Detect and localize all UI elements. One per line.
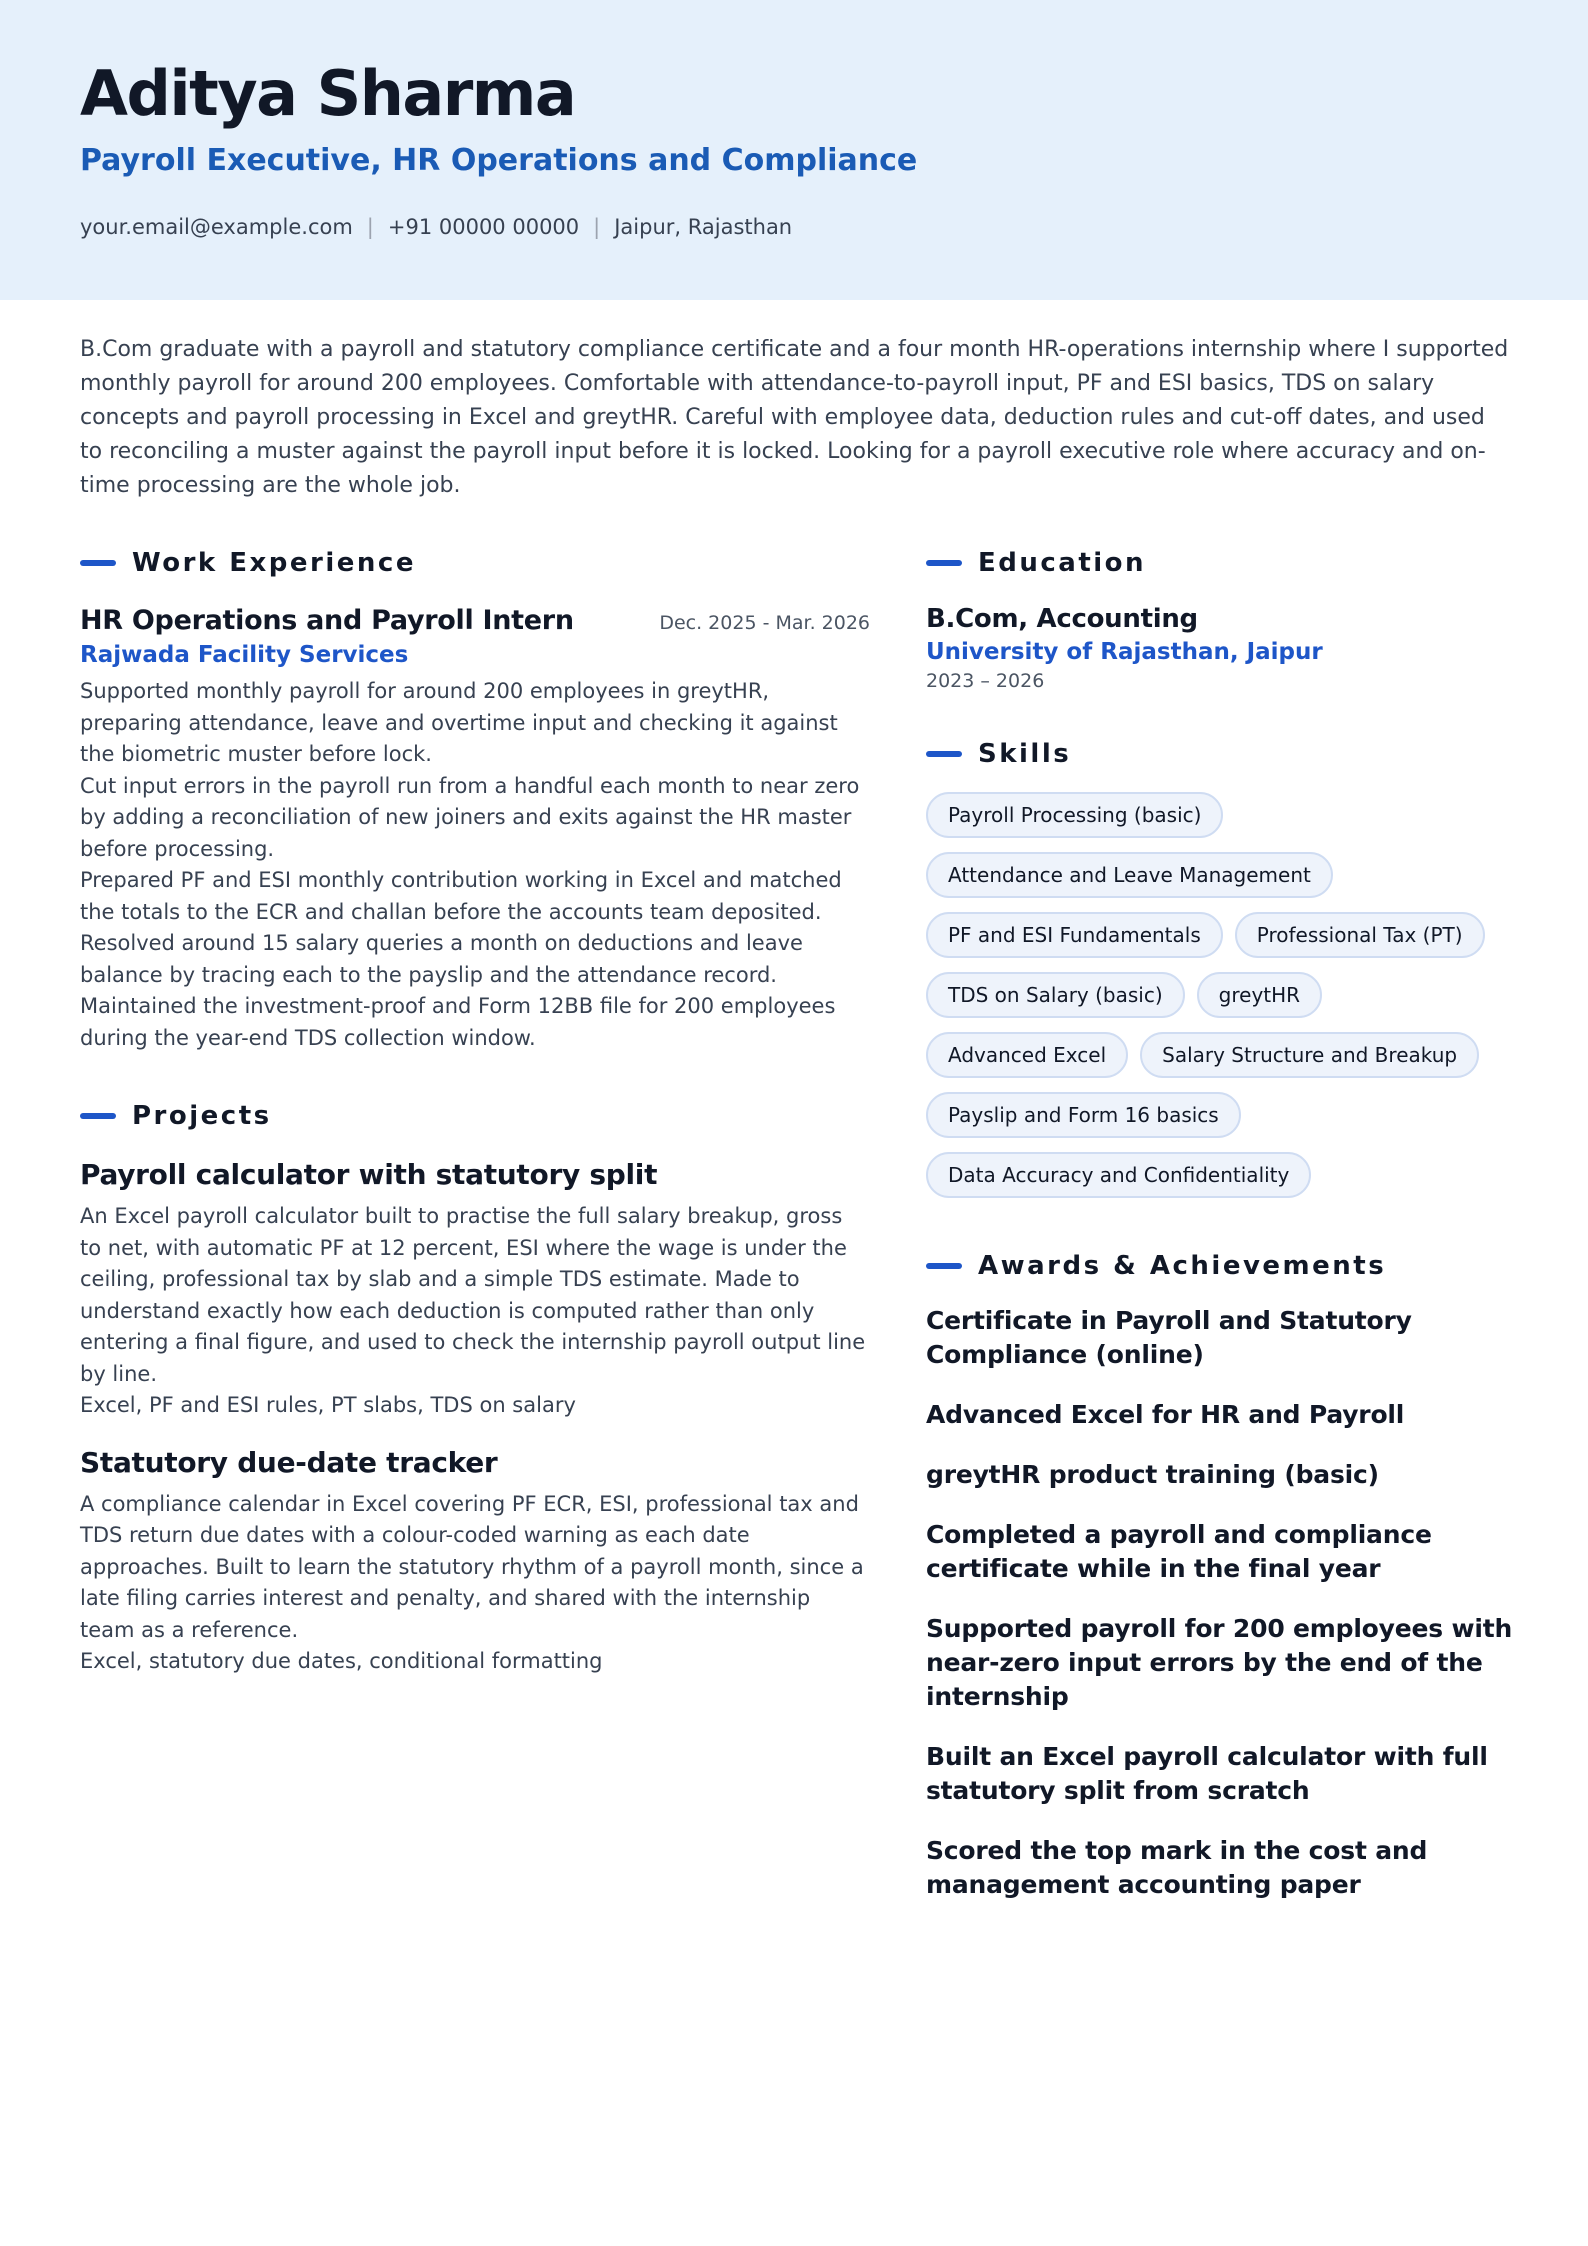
section-heading: Work Experience [132, 548, 416, 578]
summary-paragraph: B.Com graduate with a payroll and statutory compliance certificate and a four month HR-operations internship where I supported monthly payroll for around 200 employees. Comfortable with attendance-to-payroll input, PF and ESI basics, TDS on salary concepts and payroll processing in Excel and greytHR. Careful with employee data, deduction rules and cut-off dates, and used to reconciling a muster against the payroll input before it is locked. Looking for a payroll executive role where accuracy and on-time processing are the whole job. [80, 337, 1509, 498]
contact-separator: | [366, 215, 374, 239]
skill-chip: Payslip and Form 16 basics [926, 1092, 1241, 1138]
skill-chip: PF and ESI Fundamentals [926, 912, 1223, 958]
job-bullets [80, 676, 870, 1054]
section-title-awards [926, 1248, 1516, 1284]
skill-chip: Payroll Processing (basic) [926, 792, 1223, 838]
project-description: A compliance calendar in Excel covering PF ECR, ESI, professional tax and TDS return due dates with a colour-coded warning as each date approaches. Built to learn the statutory rhythm of a payroll month, since a late filing carries interest and penalty, and shared with the internship team as a reference. [80, 1491, 864, 1642]
job-company: Rajwada Facility Services [80, 642, 409, 668]
skill-chip: Attendance and Leave Management [926, 852, 1333, 898]
award-item: Advanced Excel for HR and Payroll [926, 1400, 1405, 1429]
award-item: Scored the top mark in the cost and management accounting paper [926, 1836, 1428, 1899]
award-item: greytHR product training (basic) [926, 1460, 1379, 1489]
award-item: Completed a payroll and compliance certificate while in the final year [926, 1520, 1432, 1583]
project-title: Statutory due-date tracker [80, 1445, 498, 1479]
section-title-experience [80, 545, 870, 581]
education-years: 2023 – 2026 [926, 670, 1045, 692]
section-heading: Projects [132, 1101, 272, 1131]
skill-chip: Data Accuracy and Confidentiality [926, 1152, 1311, 1198]
job-bullet: Supported monthly payroll for around 200 employees in greytHR, preparing attendance, leave and overtime input and checking it against the biometric muster before lock. [80, 679, 838, 766]
section-accent-bar [80, 1113, 116, 1119]
section-accent-bar [926, 1263, 962, 1269]
right-column [926, 545, 1516, 1928]
resume-header [0, 0, 1588, 300]
award-item: Built an Excel payroll calculator with full statutory split from scratch [926, 1742, 1488, 1805]
project-title: Payroll calculator with statutory split [80, 1158, 658, 1191]
award-item: Supported payroll for 200 employees with near-zero input errors by the end of the internship [926, 1614, 1513, 1711]
section-accent-bar [926, 560, 962, 566]
job-dates: Dec. 2025 - Mar. 2026 [659, 612, 870, 634]
section-title-skills [926, 736, 1516, 772]
skill-chip: Advanced Excel [926, 1032, 1128, 1078]
section-heading: Skills [978, 739, 1072, 769]
contact-email[interactable]: your.email@example.com [80, 215, 353, 239]
education-school: University of Rajasthan, Jaipur [926, 639, 1323, 665]
job-bullet: Prepared PF and ESI monthly contribution working in Excel and matched the totals to the ECR and challan before the accounts team deposited. [80, 868, 842, 924]
section-heading: Education [978, 548, 1147, 578]
job-bullet: Cut input errors in the payroll run from a handful each month to near zero by adding a reconciliation of new joiners and exits against the HR master before processing. [80, 773, 860, 861]
section-title-education [926, 545, 1516, 581]
section-accent-bar [926, 751, 962, 757]
section-accent-bar [80, 560, 116, 566]
job-bullet: Maintained the investment-proof and Form 12BB file for 200 employees during the year-end TDS collection window. [80, 994, 836, 1050]
project-tools: Excel, statutory due dates, conditional formatting [80, 1649, 603, 1673]
project-description: An Excel payroll calculator built to practise the full salary breakup, gross to net, with automatic PF at 12 percent, ESI where the wage is under the ceiling, professional tax by slab and a simple TDS estimate. Made to understand exactly how each deduction is computed rather than only entering a final figure, and used to check the internship payroll output line by line. [80, 1204, 866, 1386]
skills-list [926, 792, 1526, 1212]
contact-phone[interactable]: +91 00000 00000 [387, 215, 580, 239]
skill-chip: TDS on Salary (basic) [926, 972, 1185, 1018]
left-column [80, 545, 870, 1678]
job-bullet: Resolved around 15 salary queries a month on deductions and leave balance by tracing each to the payslip and the attendance record. [80, 931, 803, 987]
project-tools: Excel, PF and ESI rules, PT slabs, TDS on salary [80, 1393, 576, 1417]
job-title: HR Operations and Payroll Intern [80, 605, 574, 636]
section-heading: Awards & Achievements [978, 1251, 1387, 1281]
skill-chip: Professional Tax (PT) [1235, 912, 1485, 958]
contact-line [80, 215, 792, 239]
skill-chip: Salary Structure and Breakup [1140, 1032, 1479, 1078]
award-item: Certificate in Payroll and Statutory Compliance (online) [926, 1306, 1412, 1369]
candidate-name: Aditya Sharma [80, 57, 576, 130]
candidate-headline: Payroll Executive, HR Operations and Compliance [80, 143, 918, 178]
job-header [80, 605, 870, 636]
skill-chip: greytHR [1197, 972, 1322, 1018]
section-title-projects [80, 1098, 870, 1134]
education-degree: B.Com, Accounting [926, 604, 1198, 634]
awards-list [926, 1304, 1516, 1902]
contact-separator: | [593, 215, 601, 239]
contact-location: Jaipur, Rajasthan [614, 215, 793, 239]
